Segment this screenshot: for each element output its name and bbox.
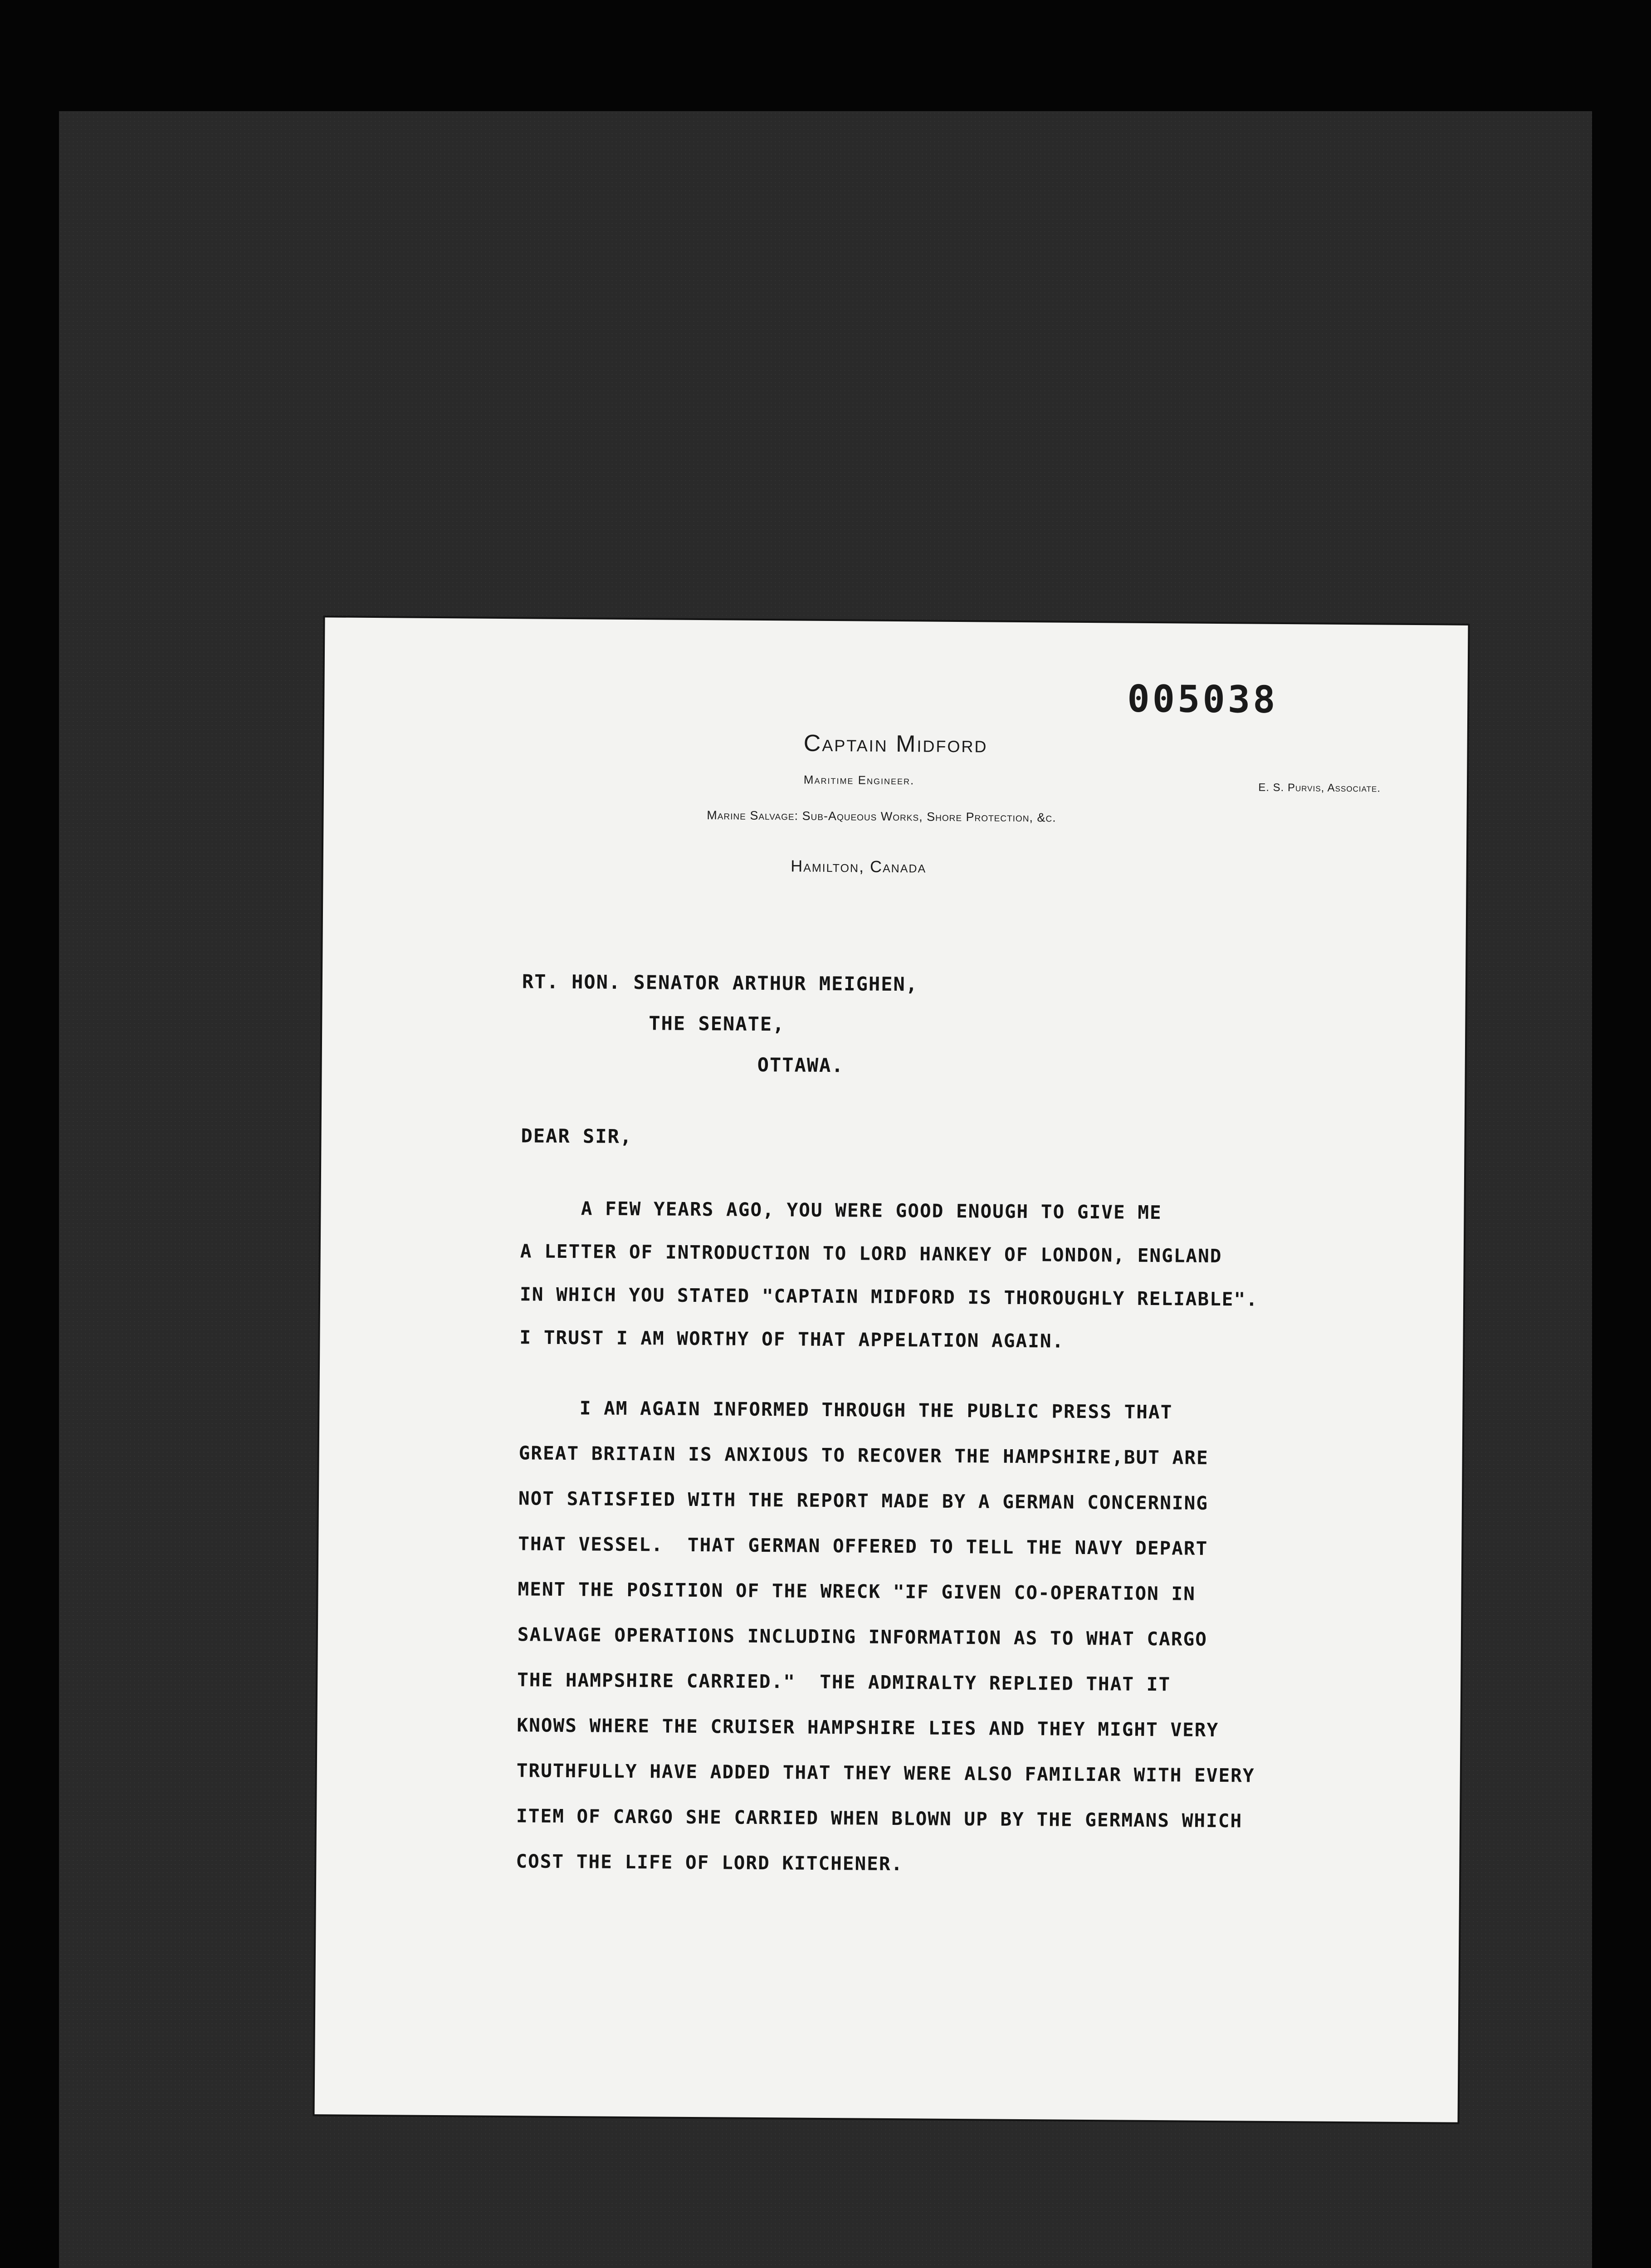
letterhead-city: Hamilton, Canada [791, 856, 927, 876]
letterhead-services: Marine Salvage: Sub-Aqueous Works, Shore Protection, &c. [707, 808, 1056, 825]
address-line-1: RT. HON. SENATOR ARTHUR MEIGHEN, [522, 970, 918, 996]
body-line: SALVAGE OPERATIONS INCLUDING INFORMATION AS TO WHAT CARGO [517, 1623, 1208, 1650]
body-line: ITEM OF CARGO SHE CARRIED WHEN BLOWN UP BY THE GERMANS WHICH [516, 1805, 1243, 1832]
body-line: KNOWS WHERE THE CRUISER HAMPSHIRE LIES AND THEY MIGHT VERY [517, 1714, 1219, 1741]
body-line: I AM AGAIN INFORMED THROUGH THE PUBLIC PRESS THAT [519, 1397, 1173, 1423]
body-line: GREAT BRITAIN IS ANXIOUS TO RECOVER THE HAMPSHIRE,BUT ARE [518, 1442, 1209, 1469]
letterhead-name: Captain Midford [803, 730, 988, 758]
body-line: A FEW YEARS AGO, YOU WERE GOOD ENOUGH TO GIVE ME [520, 1197, 1162, 1224]
letterhead-associate: E. S. Purvis, Associate. [1258, 781, 1381, 795]
body-line: A LETTER OF INTRODUCTION TO LORD HANKEY OF LONDON, ENGLAND [520, 1240, 1222, 1267]
microfilm-board [59, 111, 1592, 2268]
body-line: MENT THE POSITION OF THE WRECK "IF GIVEN CO-OPERATION IN [518, 1578, 1196, 1605]
body-line: I TRUST I AM WORTHY OF THAT APPELATION AGAIN. [519, 1326, 1065, 1352]
body-line: THAT VESSEL. THAT GERMAN OFFERED TO TELL THE NAVY DEPART [518, 1533, 1208, 1559]
address-line-2: THE SENATE, [649, 1012, 785, 1036]
letterhead-title: Maritime Engineer. [803, 772, 915, 787]
body-line: COST THE LIFE OF LORD KITCHENER. [516, 1850, 904, 1875]
salutation: DEAR SIR, [521, 1124, 633, 1148]
body-line: IN WHICH YOU STATED "CAPTAIN MIDFORD IS THOROUGHLY RELIABLE". [519, 1283, 1259, 1310]
body-line: TRUTHFULLY HAVE ADDED THAT THEY WERE ALSO FAMILIAR WITH EVERY [516, 1760, 1255, 1787]
letter-page [315, 617, 1468, 2122]
body-line: THE HAMPSHIRE CARRIED." THE ADMIRALTY REPLIED THAT IT [517, 1669, 1171, 1696]
body-line: NOT SATISFIED WITH THE REPORT MADE BY A GERMAN CONCERNING [518, 1487, 1209, 1514]
archive-number: 005038 [1127, 677, 1278, 722]
address-line-3: OTTAWA. [757, 1053, 844, 1077]
